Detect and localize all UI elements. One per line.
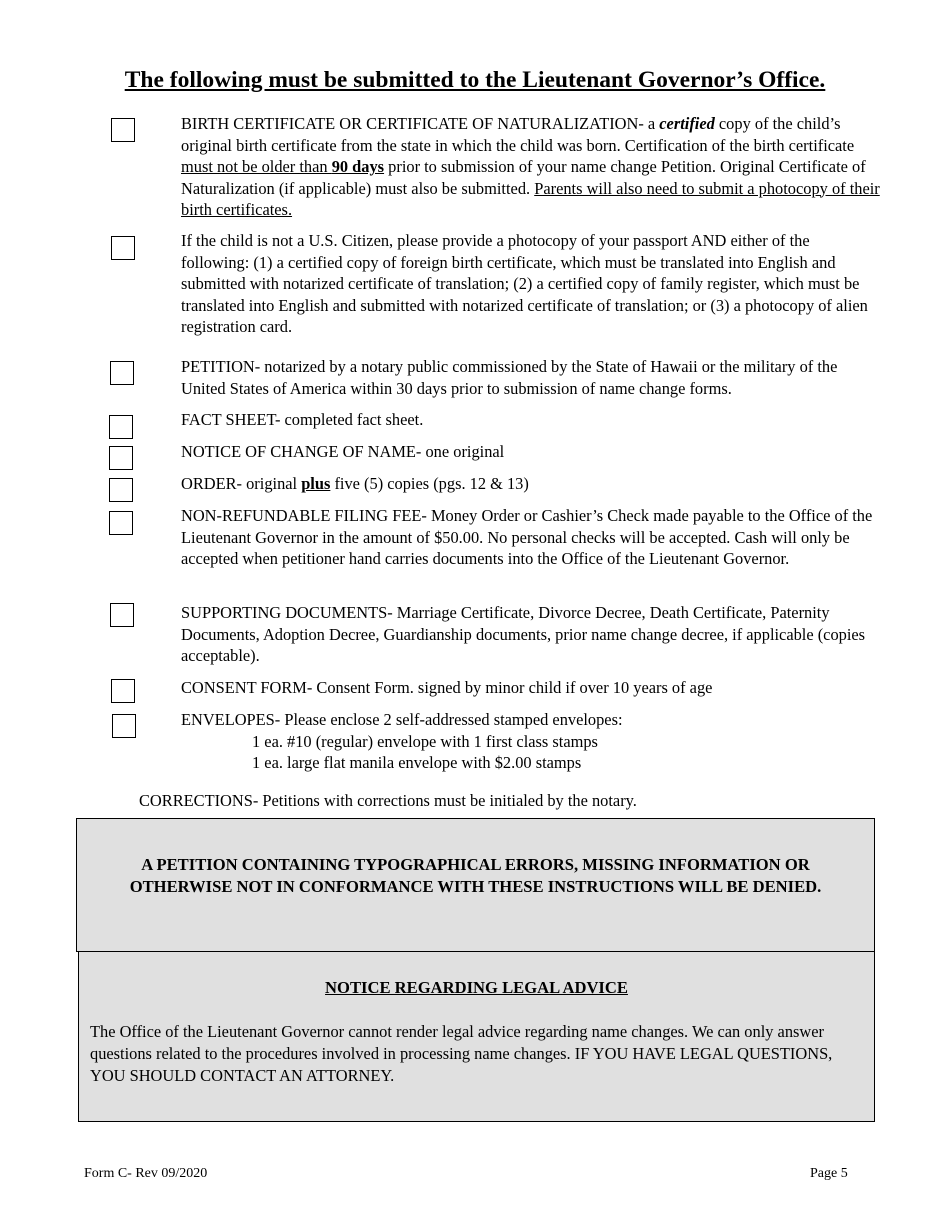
warning-panel bbox=[76, 818, 875, 952]
checkbox-envelopes[interactable] bbox=[112, 714, 136, 738]
item-fact-sheet: FACT SHEET- completed fact sheet. bbox=[181, 410, 424, 429]
checkbox-birth-certificate[interactable] bbox=[111, 118, 135, 142]
notice-body: The Office of the Lieutenant Governor cannot render legal advice regarding name changes. We can only answer questions related to the procedures involved in processing name changes. IF YOU HAVE LEGAL QUESTIONS, YOU SHOULD CONTACT AN ATTORNEY. bbox=[90, 1022, 833, 1085]
checkbox-supporting-documents[interactable] bbox=[110, 603, 134, 627]
envelopes-line-1: 1 ea. #10 (regular) envelope with 1 first class stamps bbox=[252, 731, 598, 751]
item-birth-certificate: BIRTH CERTIFICATE OR CERTIFICATE OF NATURALIZATION- a certified copy of the child’s original birth certificate from the state in which the child was born. Certification of the birth certificate must not be older than 90 days prior to submission of your name change Petition. Original Certificate of Naturalization (if applicable) must also be submitted. Parents will also need to submit a photocopy of their birth certificates. bbox=[181, 114, 880, 219]
envelopes-intro: ENVELOPES- Please enclose 2 self-addressed stamped envelopes: bbox=[181, 710, 623, 729]
item-supporting-documents: SUPPORTING DOCUMENTS- Marriage Certificate, Divorce Decree, Death Certificate, Paternity Documents, Adoption Decree, Guardianship documents, prior name change decree, if applicable (copies acceptable). bbox=[181, 603, 866, 665]
legal-advice-notice bbox=[78, 951, 875, 1122]
warning-text: A PETITION CONTAINING TYPOGRAPHICAL ERRORS, MISSING INFORMATION OR OTHERWISE NOT IN CONFORMANCE WITH THESE INSTRUCTIONS WILL BE DENIED. bbox=[129, 855, 822, 896]
form-revision: Form C- Rev 09/2020 bbox=[84, 1166, 208, 1181]
checkbox-petition[interactable] bbox=[110, 361, 134, 385]
item-envelopes bbox=[181, 709, 881, 774]
item-notice-of-change: NOTICE OF CHANGE OF NAME- one original bbox=[181, 442, 505, 461]
checkbox-non-citizen[interactable] bbox=[111, 236, 135, 260]
checkbox-fact-sheet[interactable] bbox=[109, 415, 133, 439]
item-non-citizen: If the child is not a U.S. Citizen, please provide a photocopy of your passport AND either of the following: (1) a certified copy of foreign birth certificate, which must be translated into English and submitted with notarized certificate of translation; (2) a certified copy of family register, which must be translated into English and submitted with notarized certificate of translation; or (3) a photocopy of alien registration card. bbox=[181, 231, 868, 336]
item-filing-fee: NON-REFUNDABLE FILING FEE- Money Order or Cashier’s Check made payable to the Office of the Lieutenant Governor in the amount of $50.00. No personal checks will be accepted. Cash will only be accepted when petitioner hand carries documents into the Office of the Lieutenant Governor. bbox=[181, 506, 873, 568]
corrections-note: CORRECTIONS- Petitions with corrections must be initialed by the notary. bbox=[139, 791, 637, 810]
item-petition: PETITION- notarized by a notary public commissioned by the State of Hawaii or the military of the United States of America within 30 days prior to submission of name change forms. bbox=[181, 357, 838, 398]
item-order: ORDER- original plus five (5) copies (pgs. 12 & 13) bbox=[181, 474, 529, 493]
checkbox-filing-fee[interactable] bbox=[109, 511, 133, 535]
checkbox-order[interactable] bbox=[109, 478, 133, 502]
envelopes-line-2: 1 ea. large flat manila envelope with $2.00 stamps bbox=[252, 753, 582, 772]
page-number: Page 5 bbox=[810, 1166, 848, 1181]
page-title: The following must be submitted to the Lieutenant Governor’s Office. bbox=[124, 67, 826, 93]
checkbox-consent-form[interactable] bbox=[111, 679, 135, 703]
item-consent-form: CONSENT FORM- Consent Form. signed by minor child if over 10 years of age bbox=[181, 678, 713, 697]
checkbox-notice-of-change[interactable] bbox=[109, 446, 133, 470]
notice-heading: NOTICE REGARDING LEGAL ADVICE bbox=[325, 978, 628, 997]
